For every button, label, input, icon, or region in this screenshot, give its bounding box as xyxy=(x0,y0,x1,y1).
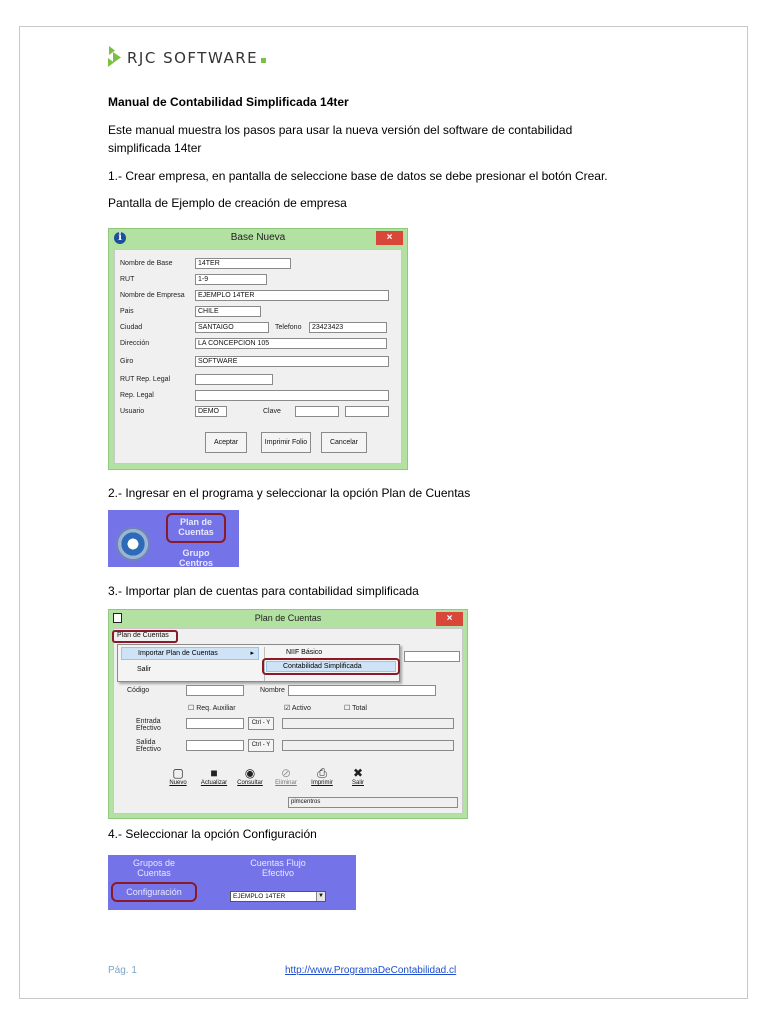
step-2-text: 2.- Ingresar en el programa y seleccionar la opción Plan de Cuentas xyxy=(108,486,471,500)
document-title: Manual de Contabilidad Simplificada 14ter xyxy=(108,95,349,109)
rut-rep-field[interactable] xyxy=(195,374,273,385)
dialog-body xyxy=(113,628,463,814)
actualizar-button[interactable]: ■ Actualizar xyxy=(200,766,228,786)
empresa-select[interactable]: EJEMPLO 14TER ▼ xyxy=(230,891,326,902)
giro-field[interactable]: SOFTWARE xyxy=(195,356,389,367)
nombre-empresa-field[interactable]: EJEMPLO 14TER xyxy=(195,290,389,301)
label-pais: Pais xyxy=(120,308,134,315)
telefono-field[interactable]: 23423423 xyxy=(309,322,387,333)
page-number: Pág. 1 xyxy=(108,965,137,976)
brand-logo xyxy=(108,46,308,70)
pais-field[interactable]: CHILE xyxy=(195,306,261,317)
label-nombre-empresa: Nombre de Empresa xyxy=(120,292,185,299)
menu-item-salir[interactable]: Salir xyxy=(137,666,152,673)
clave-field[interactable] xyxy=(295,406,339,417)
nuevo-button[interactable]: ▢ Nuevo xyxy=(169,766,187,786)
rep-legal-field[interactable] xyxy=(195,390,389,401)
label-rut: RUT xyxy=(120,276,135,283)
printer-icon: ⎙ xyxy=(317,766,327,780)
info-icon: i xyxy=(114,232,126,244)
main-menu-excerpt xyxy=(108,510,239,567)
plan-de-cuentas-dialog xyxy=(108,609,468,819)
usuario-field[interactable]: DEMO xyxy=(195,406,227,417)
entrada-descripcion-field xyxy=(282,718,454,729)
step-3-text: 3.- Importar plan de cuentas para contabilidad simplificada xyxy=(108,584,419,598)
label-nombre-base: Nombre de Base xyxy=(120,260,173,267)
cancelar-button[interactable]: Cancelar xyxy=(321,432,367,453)
dialog-body xyxy=(114,249,402,464)
binoculars-icon: ◉ xyxy=(244,766,256,780)
aceptar-button[interactable]: Aceptar xyxy=(205,432,247,453)
menu-plan-de-cuentas[interactable]: Plan de Cuentas xyxy=(178,517,214,537)
dialog-title: Base Nueva xyxy=(230,232,286,243)
label-clave: Clave xyxy=(263,408,281,415)
label-nombre: Nombre xyxy=(260,687,285,694)
rut-field[interactable]: 1-9 xyxy=(195,274,267,285)
intro-line-2: simplificada 14ter xyxy=(108,141,202,155)
ciudad-field[interactable]: SANTAIGO xyxy=(195,322,269,333)
label-entrada-efectivo: Entrada Efectivo xyxy=(136,718,161,732)
dialog-titlebar xyxy=(109,229,407,247)
nombre-field[interactable] xyxy=(288,685,436,696)
brand-name: RJC SOFTWARE xyxy=(127,49,266,67)
menu-item-niif[interactable]: NIIF Básico xyxy=(286,649,323,656)
save-icon: ■ xyxy=(210,766,218,780)
menu-grupos-de-cuentas[interactable]: Grupos de Cuentas xyxy=(132,858,176,878)
eliminar-button[interactable]: ⊘ Eliminar xyxy=(275,766,297,786)
menu-grupo-centros[interactable]: Grupo Centros xyxy=(178,548,213,567)
salida-efectivo-field[interactable] xyxy=(186,740,244,751)
new-document-icon: ▢ xyxy=(172,766,184,780)
step-4-text: 4.- Seleccionar la opción Configuración xyxy=(108,827,317,841)
dialog-title: Plan de Cuentas xyxy=(254,613,322,623)
gear-icon xyxy=(116,527,150,561)
total-checkbox[interactable]: ☐ Total xyxy=(344,705,367,712)
label-direccion: Dirección xyxy=(120,340,150,347)
label-usuario: Usuario xyxy=(120,408,145,415)
submenu-arrow-icon: ▸ xyxy=(250,650,254,657)
req-auxiliar-checkbox[interactable]: ☐ Req. Auxiliar xyxy=(188,705,236,712)
menu-plan-de-cuentas[interactable]: Plan de Cuentas xyxy=(117,632,169,639)
consultar-button[interactable]: ◉ Consultar xyxy=(237,766,263,786)
status-bar: plmcentros xyxy=(288,797,458,808)
imprimir-button[interactable]: ⎙ Imprimir xyxy=(311,766,333,786)
clave-confirm-field[interactable] xyxy=(345,406,389,417)
salida-ctrl-y-button[interactable]: Ctrl - Y xyxy=(248,739,274,752)
base-nueva-dialog xyxy=(108,228,408,470)
entrada-efectivo-field[interactable] xyxy=(186,718,244,729)
label-salida-efectivo: Salida Efectivo xyxy=(136,739,161,753)
direccion-field[interactable]: LA CONCEPCION 105 xyxy=(195,338,387,349)
hidden-field[interactable] xyxy=(404,651,460,662)
label-telefono: Telefono xyxy=(275,324,302,331)
imprimir-folio-button[interactable]: Imprimir Folio xyxy=(261,432,311,453)
exit-icon: ✖ xyxy=(352,766,364,780)
codigo-field[interactable] xyxy=(186,685,244,696)
eraser-icon: ⊘ xyxy=(280,766,292,780)
close-button[interactable]: × xyxy=(376,231,403,245)
label-rut-rep: RUT Rep. Legal xyxy=(120,376,171,383)
menu-configuracion[interactable]: Configuración xyxy=(126,887,182,897)
step-1-caption: Pantalla de Ejemplo de creación de empresa xyxy=(108,196,347,210)
dropdown-menu xyxy=(117,644,400,682)
intro-line-1: Este manual muestra los pasos para usar la nueva versión del software de contabilidad xyxy=(108,123,573,137)
entrada-ctrl-y-button[interactable]: Ctrl - Y xyxy=(248,717,274,730)
activo-checkbox[interactable]: ☑ Activo xyxy=(284,705,311,712)
label-codigo: Código xyxy=(127,687,150,694)
step-1-text: 1.- Crear empresa, en pantalla de seleccione base de datos se debe presionar el botón Crear. xyxy=(108,169,608,183)
config-menu-excerpt xyxy=(108,855,356,910)
website-link[interactable]: http://www.ProgramaDeContabilidad.cl xyxy=(285,965,457,976)
label-giro: Giro xyxy=(120,358,134,365)
salir-button[interactable]: ✖ Salir xyxy=(351,766,364,786)
menu-item-contabilidad-simplificada[interactable]: Contabilidad Simplificada xyxy=(266,661,396,672)
label-ciudad: Ciudad xyxy=(120,324,143,331)
label-rep-legal: Rep. Legal xyxy=(120,392,154,399)
salida-descripcion-field xyxy=(282,740,454,751)
menu-cuentas-flujo-efectivo[interactable]: Cuentas Flujo Efectivo xyxy=(250,858,306,878)
menu-item-importar[interactable]: Importar Plan de Cuentas ▸ xyxy=(121,647,259,660)
nombre-base-field[interactable]: 14TER xyxy=(195,258,291,269)
chevron-down-icon: ▼ xyxy=(316,892,325,901)
close-button[interactable]: × xyxy=(436,612,463,626)
